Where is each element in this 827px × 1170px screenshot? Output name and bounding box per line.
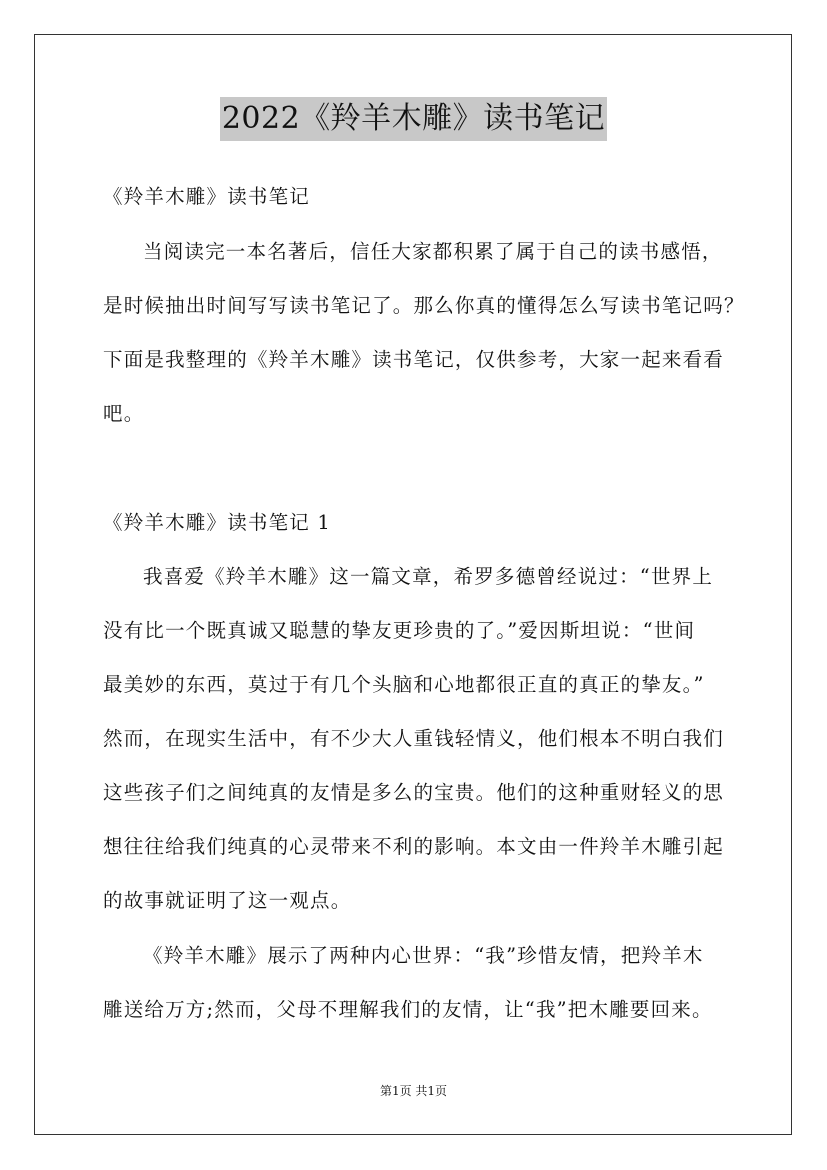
paragraph-line: 雕送给万方;然而，父母不理解我们的友情，让“我”把木雕要回来。 bbox=[103, 998, 713, 1021]
paragraph-line: 最美妙的东西，莫过于有几个头脑和心地都很正直的真正的挚友。” bbox=[103, 673, 705, 696]
title-container bbox=[0, 97, 827, 141]
page-footer: 第1页 共1页 bbox=[379, 1084, 448, 1098]
paragraph-line: 《羚羊木雕》展示了两种内心世界：“我”珍惜友情，把羚羊木 bbox=[143, 944, 704, 967]
paragraph-line: 当阅读完一本名著后，信任大家都积累了属于自己的读书感悟， bbox=[143, 240, 723, 263]
paragraph-line: 我喜爱《羚羊木雕》这一篇文章，希罗多德曾经说过：“世界上 bbox=[143, 565, 714, 588]
section-heading: 《羚羊木雕》读书笔记 1 bbox=[103, 511, 332, 534]
paragraph-line: 下面是我整理的《羚羊木雕》读书笔记，仅供参考，大家一起来看看 bbox=[103, 348, 725, 371]
paragraph-line: 这些孩子们之间纯真的友情是多么的宝贵。他们的这种重财轻义的思 bbox=[103, 781, 725, 804]
paragraph-line: 没有比一个既真诚又聪慧的挚友更珍贵的了。”爱因斯坦说：“世间 bbox=[103, 619, 696, 642]
document-title: 2022《羚羊木雕》读书笔记 bbox=[220, 97, 607, 141]
paragraph-line: 是时候抽出时间写写读书笔记了。那么你真的懂得怎么写读书笔记吗？ bbox=[103, 294, 745, 317]
subtitle-line: 《羚羊木雕》读书笔记 bbox=[103, 185, 311, 208]
paragraph-line: 然而，在现实生活中，有不少大人重钱轻情义，他们根本不明白我们 bbox=[103, 727, 725, 750]
paragraph-line: 想往往给我们纯真的心灵带来不利的影响。本文由一件羚羊木雕引起 bbox=[103, 835, 725, 858]
paragraph-line: 的故事就证明了这一观点。 bbox=[103, 889, 352, 912]
paragraph-line: 吧。 bbox=[103, 402, 145, 425]
